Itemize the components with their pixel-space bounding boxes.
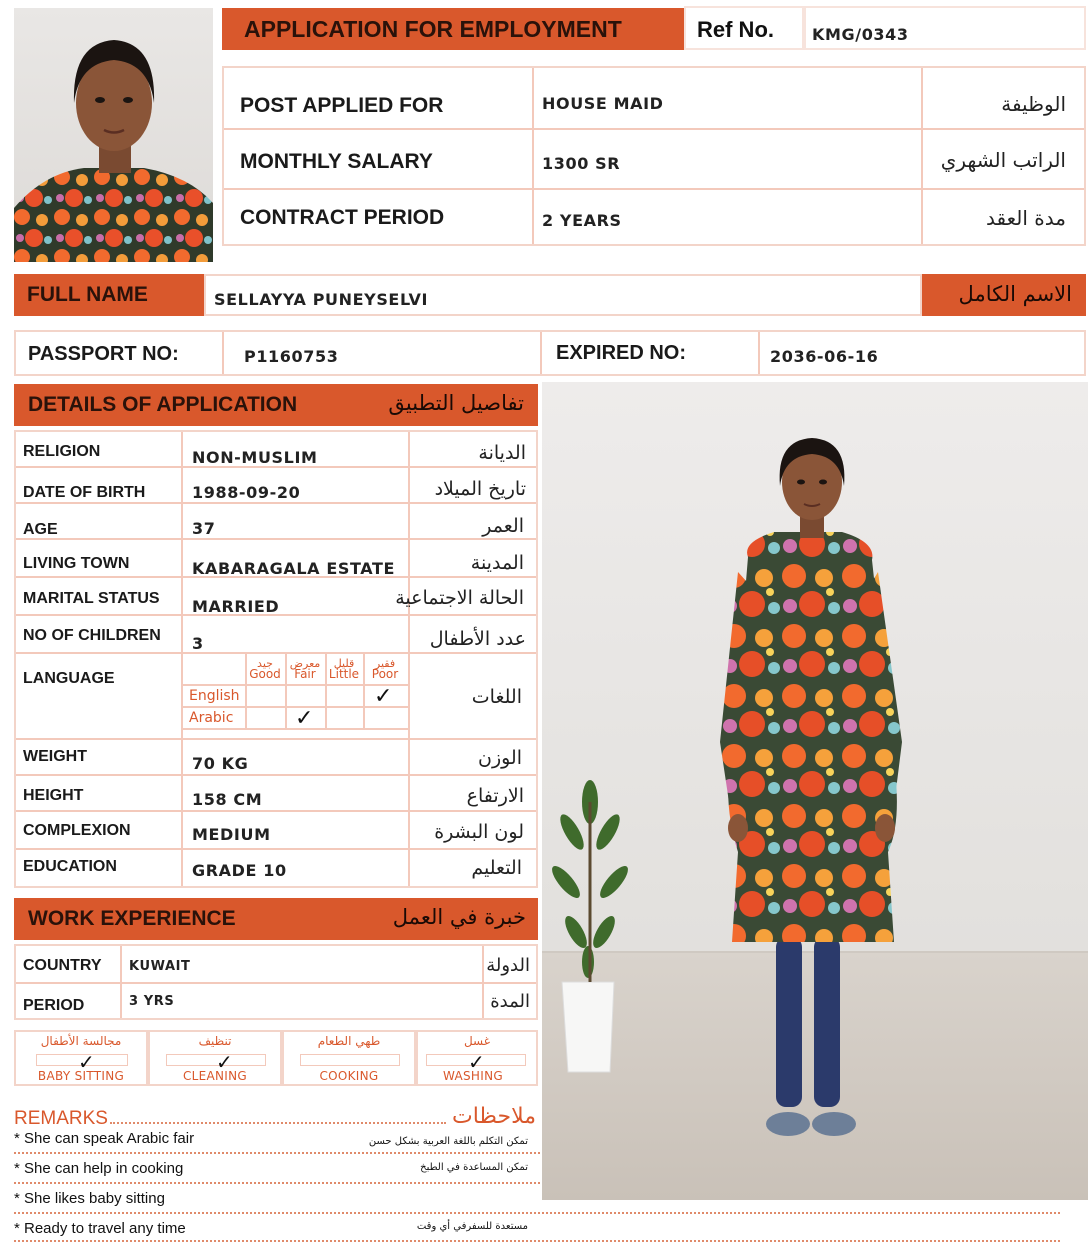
skill-washing [416,1030,538,1086]
religion-label-ar: الديانة [478,442,526,464]
post-table [222,66,1086,246]
dob-value: 1988-09-20 [192,483,301,502]
level-good-ar: جيد [257,657,273,670]
expiry-label: EXPIRED NO: [556,342,687,364]
skill-washing-en: WASHING [443,1069,503,1083]
skill-cleaning [148,1030,282,1086]
work-title-bar [14,898,538,940]
work-title: WORK EXPERIENCE [28,907,236,930]
age-value: 37 [192,519,216,538]
age-label: AGE [23,521,58,538]
period-value: 3 YRS [129,994,175,1009]
level-little-ar: قليل [333,657,355,670]
education-label: EDUCATION [23,858,117,875]
skill-cooking [282,1030,416,1086]
town-label: LIVING TOWN [23,555,130,572]
level-poor-en: Poor [371,667,399,681]
language-label: LANGUAGE [23,670,115,687]
level-fair [285,658,325,680]
details-title-ar: تفاصيل التطبيق [388,391,524,415]
complexion-label-ar: لون البشرة [434,821,524,843]
skill-baby-sitting-ar: مجالسة الأطفال [40,1034,122,1048]
ref-label-cell [684,6,804,50]
post-label: POST APPLIED FOR [240,94,444,117]
children-label: NO OF CHILDREN [23,627,161,644]
passport-label: PASSPORT NO: [28,343,179,365]
salary-label: MONTHLY SALARY [240,150,433,173]
ref-label: Ref No. [697,17,774,42]
weight-label-ar: الوزن [477,747,522,769]
full-name-ar-cell [922,274,1086,316]
level-poor [365,658,405,680]
skill-baby-sitting-check: ✓ [78,1050,95,1074]
salary-label-ar: الراتب الشهري [940,148,1066,172]
age-label-ar: العمر [482,515,524,537]
height-label-ar: الارتفاع [466,785,524,807]
complexion-label: COMPLEXION [23,822,131,839]
skill-cleaning-ar: تنظيف [198,1034,232,1048]
contract-label: CONTRACT PERIOD [240,206,445,229]
full-name-value-cell [204,274,922,316]
language-label-ar: اللغات [471,686,522,708]
language-english: English [189,688,240,704]
level-good [245,658,285,680]
salary-value: 1300 SR [542,154,621,173]
remark-4-ar: مستعدة للسفرفي أي وقت [416,1221,528,1232]
children-value: 3 [192,634,204,653]
dob-label: DATE OF BIRTH [23,484,146,501]
weight-value: 70 KG [192,754,249,773]
remarks-section [14,1104,538,1244]
skill-cleaning-check: ✓ [216,1050,233,1074]
remark-1: * She can speak Arabic fair [14,1130,195,1147]
details-title-bar [14,384,538,426]
language-grid [183,654,408,738]
remark-3: * She likes baby sitting [14,1190,165,1207]
language-arabic: Arabic [189,710,234,726]
level-little [325,658,363,680]
level-fair-ar: معرض [289,657,321,670]
contract-label-ar: مدة العقد [986,206,1066,230]
skill-baby-sitting [14,1030,148,1086]
remark-1-ar: تمكن التكلم باللغة العربية بشكل حسن [368,1136,528,1147]
skill-cooking-ar: طهي الطعام [317,1034,381,1048]
country-value: KUWAIT [129,959,191,974]
contract-value: 2 YEARS [542,211,622,230]
full-name-label-ar: الاسم الكامل [958,282,1072,306]
work-title-ar: خبرة في العمل [392,905,526,929]
english-poor-check: ✓ [374,684,393,709]
town-label-ar: المدينة [470,552,524,574]
education-value: GRADE 10 [192,861,287,880]
details-table [14,430,538,888]
religion-value: NON-MUSLIM [192,448,318,467]
arabic-fair-check: ✓ [295,706,314,731]
marital-label: MARITAL STATUS [23,590,160,607]
country-label-ar: الدولة [486,955,530,976]
post-value: HOUSE MAID [542,94,664,113]
education-label-ar: التعليم [471,857,522,879]
work-table [14,944,538,1020]
details-title: DETAILS OF APPLICATION [28,393,298,416]
period-label-ar: المدة [490,991,530,1012]
remark-4: * Ready to travel any time [14,1220,186,1237]
weight-label: WEIGHT [23,748,87,765]
form-title: APPLICATION FOR EMPLOYMENT [244,16,622,42]
level-little-en: Little [328,667,360,681]
marital-label-ar: الحالة الاجتماعية [395,587,524,609]
level-fair-en: Fair [294,667,316,681]
full-name-label-cell [14,274,204,316]
town-value: KABARAGALA ESTATE [192,559,396,578]
remarks-title-ar: ملاحظات [452,1104,536,1129]
marital-value: MARRIED [192,597,280,616]
remark-2-ar: تمكن المساعدة في الطبخ [420,1162,528,1173]
country-label: COUNTRY [23,957,102,974]
skill-washing-check: ✓ [468,1050,485,1074]
complexion-value: MEDIUM [192,825,271,844]
passport-value: P1160753 [244,347,339,366]
ref-value-cell [804,6,1086,50]
portrait-photo [14,8,213,262]
level-good-en: Good [249,667,281,681]
full-name-value: SELLAYYA PUNEYSELVI [214,290,429,309]
skill-cooking-en: COOKING [319,1069,379,1083]
skill-washing-ar: غسل [463,1034,491,1048]
skill-baby-sitting-en: BABY SITTING [37,1069,125,1083]
skills-row [14,1030,538,1086]
period-label: PERIOD [23,997,85,1014]
skill-cleaning-en: CLEANING [182,1069,248,1083]
passport-row [14,330,1086,376]
children-label-ar: عدد الأطفال [429,628,526,650]
expiry-value: 2036-06-16 [770,347,879,366]
remarks-title: REMARKS [14,1108,108,1129]
full-body-photo [542,382,1088,1200]
dob-label-ar: تاريخ الميلاد [434,478,526,500]
full-name-label: FULL NAME [27,283,148,306]
title-bar [222,8,684,50]
ref-value: KMG/0343 [812,25,909,44]
religion-label: RELIGION [23,443,101,460]
level-poor-ar: فقير [374,657,396,670]
post-label-ar: الوظيفة [1001,92,1066,116]
remark-2: * She can help in cooking [14,1160,184,1177]
height-value: 158 CM [192,790,263,809]
height-label: HEIGHT [23,787,84,804]
